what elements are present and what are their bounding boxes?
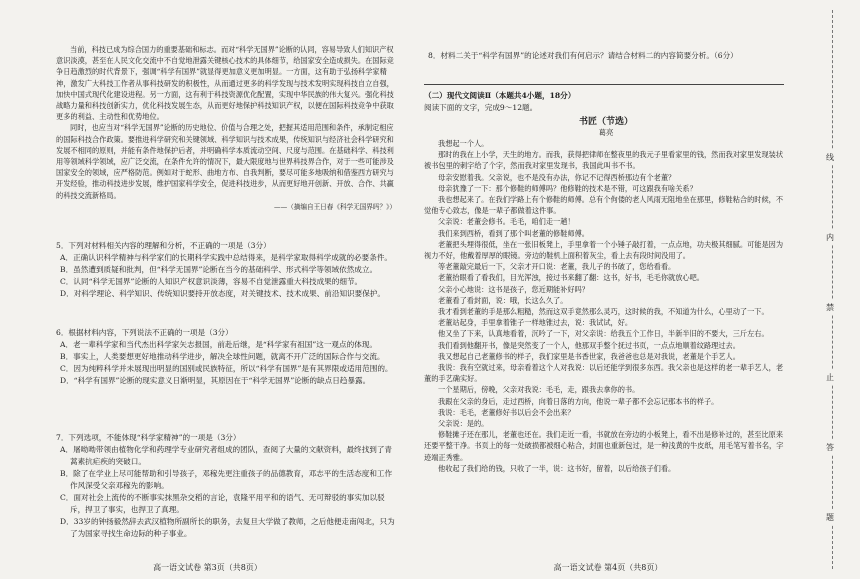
story-paragraph: 我们看到他翻开书，像是突然变了一个人，他那双手整个抚过书页，一点点地顺着纹路理过去。 bbox=[438, 340, 740, 350]
passage-source: ——（摘编自王日春《科学无国界吗？》） bbox=[274, 202, 396, 211]
story-title: 书匠（节选） bbox=[578, 117, 633, 127]
story-paragraph: 母亲安慰着我。父亲说，也不是没有办法，你记不记得西桥那边有个老董？ bbox=[438, 172, 676, 182]
margin-mark: 内 bbox=[826, 230, 834, 245]
story-paragraph: 我想起一个人。 bbox=[438, 139, 489, 148]
story-paragraph: 修鞋摊子还在那儿，老董也还在。我们走近一看，书就放在旁边的小板凳上，看不出是修补过的，甚至比原来还要平整干净。书页上的每一处破损都被细心粘合，封面也重新包过，是一种浅黄的牛皮纸，用毛笔写着书名，字迹端正秀雅。 bbox=[424, 430, 784, 462]
option[interactable]: B．事实上，人类要想更好地推动科学进步，解决全球性问题，就离不开广泛的国际合作与交流。 bbox=[60, 352, 385, 361]
right-page bbox=[418, 0, 798, 579]
story-paragraph: 老董看了看封面，说：哦，长这么久了。 bbox=[438, 295, 568, 305]
option[interactable]: B．虽然遭到质疑和批判，但“科学无国界”论断在当今的基础科学、形式科学等领域依然成立。 bbox=[60, 265, 378, 274]
story-paragraph: 老董抬眼看了看我们，目光浑浊，接过书来翻了翻：这书，好书，毛毛你就放心吧。 bbox=[438, 273, 704, 283]
option[interactable]: A．屠呦呦带领由植物化学和药理学专业研究者组成的团队，查阅了大量的文献资料，最终找到了青蒿素抗疟疾的突破口。 bbox=[60, 445, 393, 466]
story-paragraph: 母亲犹豫了一下：那个修鞋的师傅吗？他修鞋的技术是不错，可这跟我有啥关系？ bbox=[438, 183, 697, 193]
margin-mark: 答 bbox=[826, 440, 834, 455]
story-paragraph: 他收起了我们给的钱，只收了一半，说：这书好，留着，以后给孩子们看。 bbox=[438, 463, 676, 473]
question-stem: 5．下列对材料相关内容的理解和分析，不正确的一项是（3分） bbox=[56, 241, 271, 250]
reading-section bbox=[424, 90, 788, 568]
answer-line bbox=[424, 84, 784, 85]
binding-line bbox=[832, 10, 833, 569]
story-paragraph: 那时的我在上小学，天生的地方。而我，获得把律师在整夜里的我元子里看家里的钱，然而我对家里发现装状被书包里的刺字给了个字，然而我对家里发现书，我国此叫书不书。 bbox=[424, 150, 784, 171]
option[interactable]: D．33岁的钟扬毅然辞去武汉植物所副所长的职务，去复旦大学做了教师，之后他便走南闯北，只为了为国家寻找生命边际的种子事业。 bbox=[60, 517, 395, 538]
section-heading: （二）现代文阅读Ⅱ（本题共4小题，18分） bbox=[424, 91, 576, 100]
option[interactable]: B．除了在学业上尽可能帮助和引导孩子，邓稼先更注重孩子的品德教育，邓志平的生活态度和工作作风深受父亲邓稼先的影响。 bbox=[60, 469, 393, 490]
question-8 bbox=[428, 50, 788, 62]
story-paragraph: 我们来到西桥，看到了那个叫老董的修鞋师傅。 bbox=[438, 228, 589, 238]
option[interactable]: D．对科学理论、科学知识、传统知识要持开放态度，对关键技术、技术成果、前沿知识要保护。 bbox=[60, 289, 386, 298]
story-paragraph: 父亲说：老董会修书。毛毛，咱们走一趟！ bbox=[438, 217, 575, 227]
question-6 bbox=[56, 327, 396, 387]
story-paragraph: 我说：我有空就过来，母亲看着这个人对我说：以后还能学到很多东西。我父亲也是这样的老一辈手艺人，老董的手艺确实好。 bbox=[424, 363, 784, 384]
question-stem: 6．根据材料内容，下列说法不正确的一项是（3分） bbox=[56, 328, 233, 337]
option[interactable]: C．认同“科学无国界”论断的人知识产权意识淡薄，容易不自觉泄露重大科技成果的细节。 bbox=[60, 277, 363, 286]
story-paragraph: 父亲小心地说：这书是孩子，您近期能补好吗？ bbox=[438, 284, 589, 294]
story-paragraph: 父亲说：是的。 bbox=[438, 419, 489, 429]
left-page bbox=[0, 0, 415, 579]
margin-mark: 止 bbox=[826, 370, 834, 385]
question-5 bbox=[56, 240, 396, 300]
question-stem: 8．材料二关于“科学有国界”的论述对我们有何启示？请结合材料二的内容简要分析。（6分） bbox=[428, 51, 738, 60]
option[interactable]: D．“科学有国界”论断的现实意义日渐明显，其原因在于“科学无国界”论断的缺点日趋暴露。 bbox=[60, 376, 371, 385]
story-paragraph: 一个星期后，傍晚，父亲对我说：毛毛，走，跟我去拿你的书。 bbox=[438, 385, 640, 395]
story-paragraph: 我跟在父亲的身后，走过西桥，向着日落的方向，他说一辈子都不会忘记那本书的样子。 bbox=[438, 396, 719, 406]
story-paragraph: 我才看到老董的手是那么粗糙，然而这双手竟然那么灵巧，这时候的我，不知道为什么，心里动了一下。 bbox=[438, 307, 769, 317]
story-paragraph: 老董把头埋得很低，坐在一张旧板凳上，手里拿着一个小锤子敲打着，一点点地，功夫极其细腻。可能是因为视力不好，他戴着厚厚的眼镜。旁边的鞋机上面积着灰尘，看上去有段时间没用了。 bbox=[424, 239, 784, 261]
option[interactable]: A．正确认识科学精神与科学家们的长期科学实践中总结得来，是科学家取得科学成就的必要条件。 bbox=[60, 253, 393, 262]
story-body bbox=[424, 138, 788, 568]
question-stem: 7．下列选项，不能体现“科学家精神”的一项是（3分） bbox=[56, 433, 241, 442]
instruction: 阅读下面的文字，完成9～12题。 bbox=[424, 103, 538, 112]
option[interactable]: A．老一辈科学家和当代杰出科学家矢志报国，前赴后继，是“科学家有祖国”这一观点的体现。 bbox=[60, 340, 377, 349]
story-paragraph: 我说：毛毛，老董修好书以后会不会出来？ bbox=[438, 407, 575, 417]
story-author: 葛亮 bbox=[598, 128, 614, 137]
page-footer: 高一语文试卷 第4页（共8页） bbox=[553, 563, 663, 572]
margin-mark: 题 bbox=[826, 510, 834, 525]
story-paragraph: 他又坐了下来，认真地看着，沉吟了一下，对父亲说：给我五个工作日，半新半旧的不要大，三斤左右。 bbox=[438, 329, 769, 339]
passage-paragraph: 同时，也应当对“科学无国界”论断的历史地位、价值与合理之处，把握其适用范围和条件，承制定相应的国际科技合作政策。要推进科学研究和关键领域、科学知识与技术成果，传统知识与经济社会科学研究和发展不相同的原则，并能有条件地保护后者，并明确科学本质流动空间、尺度与范围。在基础科学、科技利用等领域科学领域，应广泛交流，在条件允许的情况下，最大限度地与世界科技界合作，对于一些可能涉及国家安全的领域，应严格防范。例如对于蛇形、曲地方布、自我判断，要尽可能多地吸纳和借鉴西方研究与开发经验，推动科技进步发展，维护国家科学安全，促进科技进步，从而更好地开创新、开放、合作、共赢的科技交流新格局。 bbox=[56, 123, 394, 200]
option[interactable]: C．因为纯粹科学并未展现出明显的国别或民族特征，所以“科学有国界”是有其界限或适用范围的。 bbox=[60, 364, 393, 373]
page-footer: 高一语文试卷 第3页（共8页） bbox=[153, 563, 262, 572]
question-7 bbox=[56, 432, 396, 540]
passage bbox=[56, 44, 396, 211]
story-paragraph: 我也想起来了。在我们学路上有个修鞋的师傅。总有个佝偻的老人风雨无阻地坐在那里，修鞋粘合的时候，不觉他专心致志，像是一辈子都做着这件事。 bbox=[424, 195, 784, 216]
story-paragraph: 等老董敲完最后一下，父亲才开口说：老董，我儿子的书破了，您给看看。 bbox=[438, 262, 676, 272]
margin-mark: 线 bbox=[826, 150, 834, 165]
option[interactable]: C．面对社会上流传的不断事实抹黑杂交稻的言论，袁隆平用平和的语气、无可辩驳的事实加以驳斥，捍卫了事实，也捍卫了真理。 bbox=[60, 493, 385, 514]
story-paragraph: 我又想起自己老董修书的样子，我们家里是书香世家，我爸爸也总是对我说，老董是个手艺人。 bbox=[438, 351, 740, 361]
margin-mark: 禁 bbox=[826, 300, 834, 315]
story-paragraph: 老董站起身，手里拿着锥子一样地锥过去，说：我试试，好。 bbox=[438, 318, 633, 328]
passage-paragraph: 当前，科技已成为综合国力的重要基础和标志。而对“科学无国界”论断的认同，容易导致人们知识产权意识淡漠，甚至在人民文化交流中不自觉地泄露关键核心技术的具体细节，给国家安全造成损失。在国际竞争日趋激烈的时代背景下，强调“科学有国界”就显得更加意义更加明显。一方面，这有助于弘扬科学家精神，激发广大科技工作者从事科技研发的积极性，从而通过更多的科学发现与技术发明实现科技自立自强，加快中国式现代化建设进程。另一方面，这有利于科技资源优化配置，实现中华民族的伟大复兴。强化科技战略力量和科技创新实力，优化科技发展生态，从而更好地保护科技知识产权，以便在国际科技竞争中获取更多的利益、主动性和优势地位。 bbox=[56, 45, 394, 122]
